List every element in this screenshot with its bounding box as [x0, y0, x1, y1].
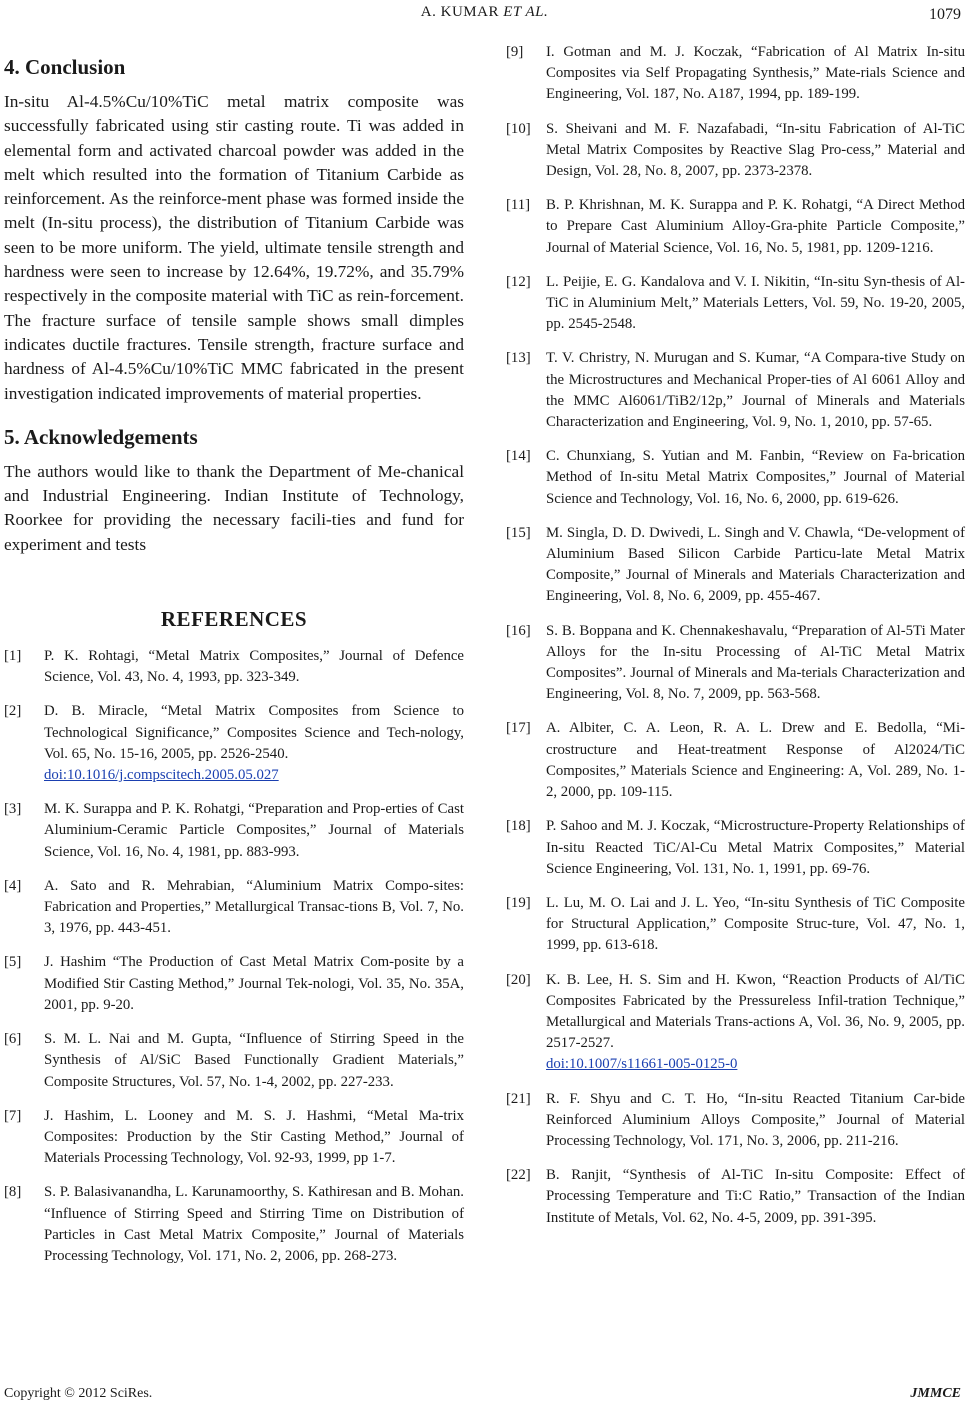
- reference-text: B. P. Khrishnan, M. K. Surappa and P. K. Rohatgi, “A Direct Method to Prepare Cast Aluminium Alloy-Gra-phite Particle Composite,” Journal of Material Science, Vol. 16, No. 5, 1981, pp. 1209-1216.: [546, 197, 965, 256]
- reference-item: [506, 272, 965, 336]
- doi-link[interactable]: doi:10.1016/j.compscitech.2005.05.027: [44, 767, 279, 784]
- acknowledgements-paragraph: The authors would like to thank the Department of Me-chanical and Industrial Engineering. Indian Institute of Technology, Roorkee for providing the necessary facili-ties and fund for experiment and tests: [4, 461, 464, 554]
- reference-item: [506, 523, 965, 608]
- reference-text: L. Lu, M. O. Lai and J. L. Yeo, “In-situ Synthesis of TiC Composite for Structural Application,” Composite Struc-ture, Vol. 47, No. 1, 1999, pp. 613-618.: [546, 894, 965, 954]
- conclusion-heading: 4. Conclusion: [4, 55, 126, 79]
- reference-number: [7]: [4, 1107, 22, 1124]
- reference-text: B. Ranjit, “Synthesis of Al-TiC In-situ Composite: Effect of Processing Temperature and Ti:C Ratio,” Transaction of the Indian Institute of Metals, Vol. 62, No. 4-5, 2009, pp. 391-395.: [546, 1167, 965, 1226]
- reference-item: [506, 446, 965, 510]
- reference-item: [4, 799, 464, 863]
- reference-number: [1]: [4, 648, 22, 665]
- reference-number: [5]: [4, 954, 22, 971]
- reference-number: [13]: [506, 350, 531, 367]
- reference-text: P. Sahoo and M. J. Koczak, “Microstructure-Property Relationships of In-situ Reacted TiC/Al-Cu Metal Matrix Composites,” Material Science Engineering, Vol. 131, No. 1, 1991, pp. 69-76.: [546, 818, 965, 877]
- reference-number: [20]: [506, 971, 531, 988]
- reference-item: [4, 701, 464, 786]
- page-header: [0, 4, 969, 30]
- page-footer: [0, 1386, 969, 1406]
- reference-item: [4, 1029, 464, 1093]
- reference-text: M. K. Surappa and P. K. Rohatgi, “Preparation and Prop-erties of Cast Aluminium-Ceramic Particle Composites,” Journal of Materials Science, Vol. 16, No. 4, 1981, pp. 883-993.: [44, 801, 464, 860]
- reference-text: P. K. Rohtagi, “Metal Matrix Composites,” Journal of Defence Science, Vol. 43, No. 4, 1993, pp. 323-349.: [44, 648, 464, 686]
- reference-number: [8]: [4, 1184, 22, 1201]
- reference-text: M. Singla, D. D. Dwivedi, L. Singh and V. Chawla, “De-velopment of Aluminium Based Silicon Carbide Particu-late Metal Matrix Composite,” Journal of Minerals and Materials Characterization and Engineering, Vol. 8, No. 6, 2009, pp. 455-467.: [546, 524, 965, 605]
- reference-text: T. V. Christry, N. Murugan and S. Kumar, “A Compara-tive Study on the Microstructures and Mechanical Proper-ties of Al 6061 Alloy and the MMC Al6061/TiB2/12p,” Journal of Minerals and Materials Characterization and Engineering, Vol. 9, No. 1, 2010, pp. 57-65.: [546, 350, 965, 431]
- reference-number: [4]: [4, 877, 22, 894]
- reference-text: C. Chunxiang, S. Yutian and M. Fanbin, “Review on Fa-brication Method of In-situ Metal Matrix Composites,” Journal of Material Science and Technology, Vol. 16, No. 6, 2000, pp. 619-626.: [546, 448, 965, 507]
- reference-number: [19]: [506, 894, 531, 911]
- copyright-notice: Copyright © 2012 SciRes.: [4, 1386, 153, 1401]
- doi-link[interactable]: doi:10.1007/s11661-005-0125-0: [546, 1056, 738, 1073]
- reference-number: [12]: [506, 273, 531, 290]
- reference-item: [506, 1165, 965, 1229]
- references-heading: REFERENCES: [160, 607, 308, 632]
- reference-number: [18]: [506, 818, 531, 835]
- reference-item: [506, 119, 965, 183]
- acknowledgements-section: [4, 424, 464, 557]
- reference-item: [506, 348, 965, 433]
- reference-text: A. Albiter, C. A. Leon, R. A. L. Drew and E. Bedolla, “Mi-crostructure and Heat-treatment Response of Al2024/TiC Composites,” Materials Science and Engineering: A, Vol. 289, No. 1-2, 2000, pp. 109-115.: [546, 720, 965, 801]
- reference-number: [14]: [506, 448, 531, 465]
- reference-text: S. P. Balasivanandha, L. Karunamoorthy, S. Kathiresan and B. Mohan. “Influence of Stirring Speed and Stirring Time on Distribution of Particles in Cast Metal Matrix Composite,” Journal of Materials Processing Technology, Vol. 171, No. 2, 2006, pp. 268-273.: [44, 1184, 464, 1264]
- reference-number: [21]: [506, 1090, 531, 1107]
- reference-text: J. Hashim, L. Looney and M. S. J. Hashmi, “Metal Ma-trix Composites: Production by the Stir Casting Method,” Journal of Materials Processing Technology, Vol. 92-93, 1999, pp 1-7.: [44, 1107, 464, 1167]
- reference-text: I. Gotman and M. J. Koczak, “Fabrication of Al Matrix In-situ Composites via Self Propagating Synthesis,” Mate-rials Science and Engineering, Vol. 187, No. A187, 1994, pp. 189-199.: [546, 44, 965, 103]
- running-head-author: A. KUMAR: [420, 4, 499, 20]
- reference-text: S. Sheivani and M. F. Nazafabadi, “In-situ Fabrication of Al-TiC Metal Matrix Composites by Reactive Slag Pro-cess,” Material and Design, Vol. 28, No. 8, 2007, pp. 2373-2378.: [546, 120, 965, 180]
- references-list-right: [506, 42, 965, 1229]
- reference-item: [4, 1106, 464, 1170]
- reference-number: [17]: [506, 720, 531, 737]
- reference-item: [506, 1089, 965, 1153]
- reference-number: [11]: [506, 197, 531, 214]
- reference-text: L. Peijie, E. G. Kandalova and V. I. Nikitin, “In-situ Syn-thesis of Al-TiC in Aluminium Melt,” Materials Letters, Vol. 59, No. 19-20, 2005, pp. 2545-2548.: [546, 273, 965, 333]
- reference-number: [10]: [506, 120, 531, 137]
- reference-item: [506, 718, 965, 803]
- reference-number: [16]: [506, 622, 531, 639]
- reference-text: S. M. L. Nai and M. Gupta, “Influence of Stirring Speed in the Synthesis of Al/SiC Based Functionally Gradient Materials,” Composite Structures, Vol. 57, No. 1-4, 2002, pp. 227-233.: [44, 1031, 464, 1090]
- reference-number: [6]: [4, 1031, 22, 1048]
- left-column: [4, 42, 464, 1280]
- reference-text: R. F. Shyu and C. T. Ho, “In-situ Reacted Titanium Car-bide Reinforced Aluminium Alloys Composite,” Journal of Material Processing Technology, Vol. 171, No. 3, 2006, pp. 211-216.: [546, 1090, 965, 1149]
- reference-item: [506, 893, 965, 957]
- reference-item: [4, 952, 464, 1016]
- reference-item: [506, 816, 965, 880]
- reference-number: [9]: [506, 44, 524, 60]
- reference-item: [4, 646, 464, 688]
- page-number: 1079: [929, 6, 961, 23]
- reference-item: [506, 970, 965, 1076]
- references-list-left: [4, 646, 464, 1267]
- conclusion-paragraph: In-situ Al-4.5%Cu/10%TiC metal matrix composite was successfully fabricated using stir casting route. Ti was added in elemental form and activated charcoal powder was added in the melt which resulted into the formation of Titanium Carbide as reinforcement. As the reinforce-ment phase was formed inside the melt (In-situ process), the distribution of Titanium Carbide was seen to be more uniform. The yield, ultimate tensile strength and hardness were seen to increase by 12.64%, 19.72%, and 35.79% respectively in the composite material with TiC as rein-forcement. The fracture surface of tensile sample shows small dimples indicates ductile fractures. Tensile strength, fracture surface and hardness of Al-4.5%Cu/10%TiC MMC fabricated in the present investigation indicated improvements of material properties.: [4, 92, 464, 403]
- running-head: [0, 4, 969, 21]
- reference-text: D. B. Miracle, “Metal Matrix Composites from Science to Technological Significance,” Composites Science and Tech-nology, Vol. 65, No. 15-16, 2005, pp. 2526-2540. doi:10.1016/j.compscitech.2005.05.027: [44, 701, 464, 786]
- reference-number: [3]: [4, 801, 22, 818]
- reference-item: [506, 195, 965, 259]
- reference-number: [15]: [506, 524, 531, 541]
- reference-item: [4, 876, 464, 940]
- reference-number: [2]: [4, 703, 22, 720]
- journal-abbreviation: JMMCE: [910, 1386, 961, 1401]
- acknowledgements-heading: 5. Acknowledgements: [4, 424, 198, 449]
- reference-item: [506, 42, 965, 106]
- reference-text: J. Hashim “The Production of Cast Metal Matrix Com-posite by a Modified Stir Casting Method,” Journal Tek-nologi, Vol. 35, No. 35A, 2001, pp. 9-20.: [44, 954, 464, 1013]
- running-head-etal: ET AL.: [503, 4, 549, 20]
- reference-item: [4, 1182, 464, 1267]
- reference-text: A. Sato and R. Mehrabian, “Aluminium Matrix Compo-sites: Fabrication and Properties,” Metallurgical Transac-tions B, Vol. 7, No. 3, 1976, pp. 443-451.: [44, 877, 464, 937]
- reference-item: [506, 621, 965, 706]
- reference-number: [22]: [506, 1167, 531, 1184]
- reference-text: S. B. Boppana and K. Chennakeshavalu, “Preparation of Al-5Ti Mater Alloys for the In-situ Processing of Al-TiC Metal Matrix Composites”. Journal of Minerals and Ma-terials Characterization and Engineering, Vol. 8, No. 7, 2009, pp. 563-568.: [546, 622, 965, 703]
- reference-text: K. B. Lee, H. S. Sim and H. Kwon, “Reaction Products of Al/TiC Composites Fabricated by the Pressureless Infil-tration Technique,” Metallurgical and Materials Trans-actions A, Vol. 36, No. 9, 2005, pp. 2517-2527. doi:10.1007/s11661-005-0125-0: [546, 970, 965, 1076]
- right-column: [506, 42, 965, 1242]
